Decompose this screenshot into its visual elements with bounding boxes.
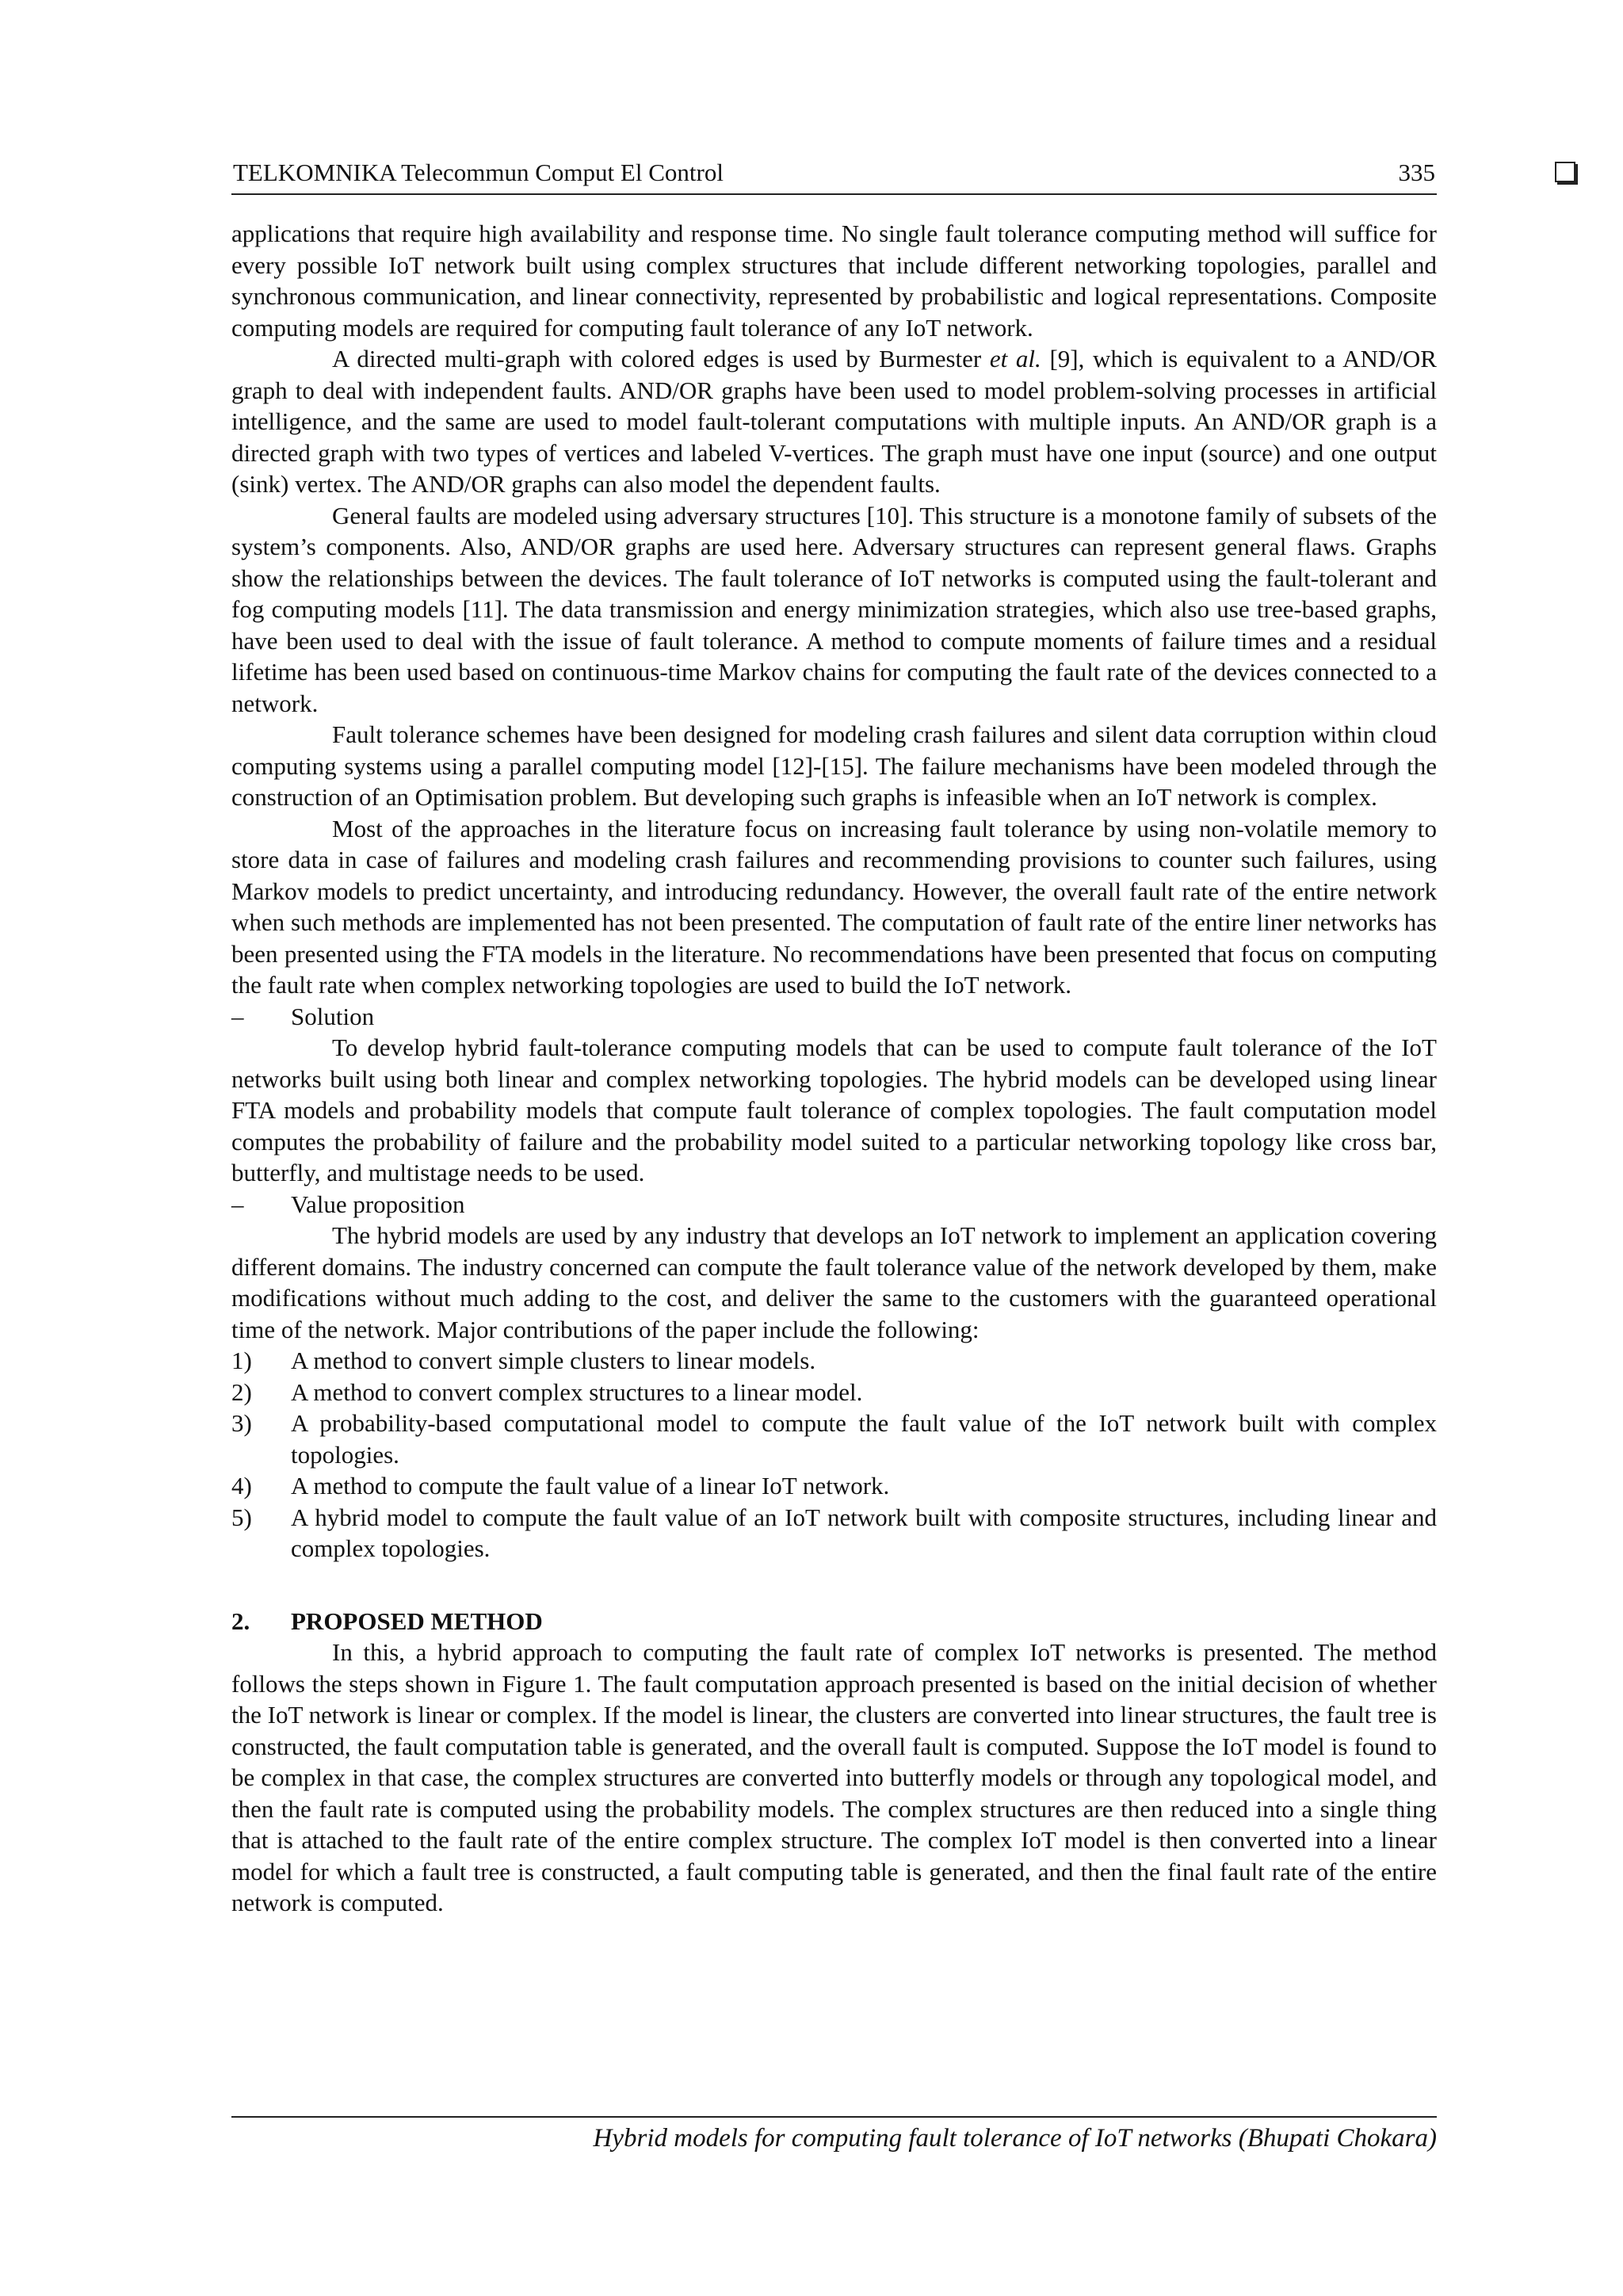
- dash-list-item-solution: [231, 1001, 1437, 1033]
- body-text: [231, 218, 1437, 1919]
- list-label: Solution: [291, 1002, 375, 1030]
- list-text: A method to compute the fault value of a linear IoT network.: [291, 1472, 890, 1499]
- list-number: 2): [231, 1377, 252, 1406]
- section-title: PROPOSED METHOD: [291, 1606, 543, 1635]
- paragraph: In this, a hybrid approach to computing the fault rate of complex IoT networks is presented. The method follows the steps shown in Figure 1. The fault computation approach presented is based on the initial decision of whether the IoT network is linear or complex. If the model is linear, the clusters are converted into linear structures, the fault tree is constructed, the fault computation table is generated, and the overall fault is computed. Suppose the IoT model is found to be complex in that case, the complex structures are converted into butterfly models or through any topological model, and then the fault rate is computed using the probability models. The complex structures are then reduced into a single thing that is attached to the fault rate of the entire complex structure. The complex IoT model is then converted into a linear model for which a fault tree is constructed, a fault computing table is generated, and then the final fault rate of the entire network is computed.: [231, 1638, 1437, 1916]
- list-item: [231, 1345, 1437, 1377]
- list-item: [231, 1408, 1437, 1470]
- list-label: Value proposition: [291, 1190, 465, 1218]
- dash-bullet: –: [231, 1002, 244, 1030]
- italic-citation: et al.: [989, 345, 1041, 372]
- list-text: A method to convert complex structures to a linear model.: [291, 1377, 863, 1406]
- list-text: A method to convert simple clusters to linear models.: [291, 1347, 816, 1374]
- dash-list-item-value: [231, 1189, 1437, 1221]
- dash-bullet: –: [231, 1190, 244, 1218]
- paragraph: General faults are modeled using adversary structures [10]. This structure is a monotone family of subsets of the system’s components. Also, AND/OR graphs are used here. Adversary structures can represent general flaws. Graphs show the relationships between the devices. The fault tolerance of IoT networks is computed using the fault-tolerant and fog computing models [11]. The data transmission and energy minimization strategies, which also use tree-based graphs, have been used to deal with the issue of fault tolerance. A method to compute moments of failure times and a residual lifetime has been used based on continuous-time Markov chains for computing the fault rate of the devices connected to a network.: [231, 501, 1437, 717]
- journal-title: TELKOMNIKA Telecommun Comput El Control: [233, 159, 724, 186]
- list-number: 3): [231, 1409, 252, 1437]
- list-item: [231, 1377, 1437, 1408]
- text-run: A directed multi-graph with colored edges is used by Burmester: [332, 345, 990, 372]
- footer-divider: [231, 2116, 1437, 2118]
- running-header: [231, 155, 1437, 195]
- page-number: 335: [1398, 159, 1435, 186]
- paragraph: The hybrid models are used by any industry that develops an IoT network to implement an application covering different domains. The industry concerned can compute the fault tolerance value of the network developed by them, make modifications without much adding to the cost, and deliver the same to the customers with the guaranteed operational time of the network. Major contributions of the paper include the following:: [231, 1221, 1437, 1343]
- checkbox-square-icon: [1555, 162, 1575, 182]
- list-text: A probability-based computational model to compute the fault value of the IoT network built with complex topologies.: [291, 1409, 1437, 1469]
- text-run: [9], which is equivalent to a AND/OR graph to deal with independent faults. AND/OR graphs have been used to model problem-solving processes in artificial intelligence, and the same are used to model fault-tolerant computations with multiple inputs. An AND/OR graph is a directed graph with two types of vertices and labeled V-vertices. The graph must have one input (source) and one output (sink) vertex. The AND/OR graphs can also model the dependent faults.: [231, 345, 1437, 498]
- list-item: [231, 1470, 1437, 1502]
- section-number: 2.: [231, 1606, 250, 1635]
- list-number: 5): [231, 1503, 252, 1531]
- paragraph: Most of the approaches in the literature focus on increasing fault tolerance by using non-volatile memory to store data in case of failures and modeling crash failures and recommending provisions to counter such failures, using Markov models to predict uncertainty, and introducing redundancy. However, the overall fault rate of the entire network when such methods are implemented has not been presented. The computation of fault rate of the entire liner networks has been presented using the FTA models in the literature. No recommendations have been presented that focus on computing the fault rate when complex networking topologies are used to build the IoT network.: [231, 814, 1437, 999]
- paragraph: To develop hybrid fault-tolerance computing models that can be used to compute fault tolerance of the IoT networks built using both linear and complex networking topologies. The hybrid models can be developed using linear FTA models and probability models that compute fault tolerance of complex topologies. The fault computation model computes the probability of failure and the probability model suited to a particular networking topology like cross bar, butterfly, and multistage needs to be used.: [231, 1033, 1437, 1186]
- list-number: 1): [231, 1347, 252, 1374]
- list-item: [231, 1502, 1437, 1564]
- paragraph: Fault tolerance schemes have been designed for modeling crash failures and silent data corruption within cloud computing systems using a parallel computing model [12]-[15]. The failure mechanisms have been modeled through the construction of an Optimisation problem. But developing such graphs is infeasible when an IoT network is complex.: [231, 720, 1437, 811]
- list-text: A hybrid model to compute the fault value of an IoT network built with composite structures, including linear and complex topologies.: [291, 1503, 1437, 1562]
- section-heading: [231, 1606, 1437, 1637]
- paragraph: applications that require high availability and response time. No single fault tolerance computing method will suffice for every possible IoT network built using complex structures that include different networking topologies, parallel and synchronous communication, and linear connectivity, represented by probabilistic and logical representations. Composite computing models are required for computing fault tolerance of any IoT network.: [231, 220, 1437, 342]
- running-footer: Hybrid models for computing fault tolerance of IoT networks (Bhupati Chokara): [593, 2124, 1437, 2153]
- paragraph: [231, 343, 1437, 500]
- list-number: 4): [231, 1472, 252, 1499]
